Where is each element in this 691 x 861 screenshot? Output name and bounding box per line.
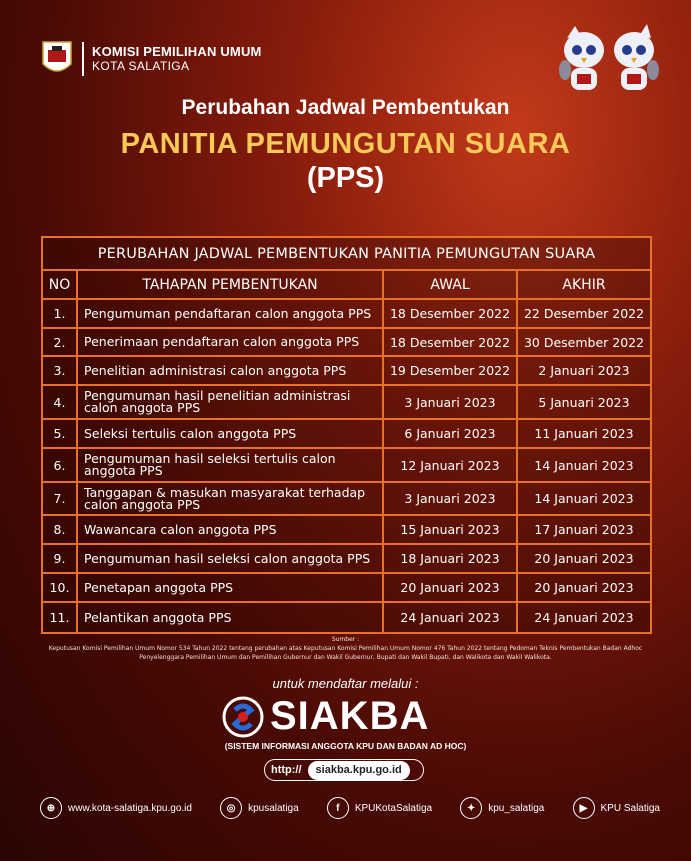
row-awal: 18 Desember 2022 xyxy=(384,329,518,355)
social-link[interactable] xyxy=(327,797,432,819)
url-value[interactable]: siakba.kpu.go.id xyxy=(308,761,410,780)
siakba-name: SIAKBA xyxy=(270,694,430,738)
org-name: KOMISI PEMILIHAN UMUM xyxy=(92,44,262,59)
row-no: 5. xyxy=(43,420,78,447)
social-label: KPUKotaSalatiga xyxy=(354,802,433,814)
social-link[interactable] xyxy=(573,797,660,819)
row-tahap: Pengumuman hasil seleksi calon anggota PPS xyxy=(78,545,384,572)
source-note xyxy=(40,635,651,662)
social-label: kpu_salatiga xyxy=(488,802,545,814)
youtube-icon: ▶ xyxy=(573,797,595,819)
row-tahap: Penelitian administrasi calon anggota PPS xyxy=(78,357,384,384)
title-top: Perubahan Jadwal Pembentukan xyxy=(181,96,510,119)
siakba-link[interactable] xyxy=(264,759,424,781)
row-awal: 24 Januari 2023 xyxy=(384,603,518,632)
header-tahap: TAHAPAN PEMBENTUKAN xyxy=(78,271,384,298)
row-awal: 3 Januari 2023 xyxy=(384,483,518,514)
row-tahap: Pengumuman hasil penelitian administrasi calon anggota PPS xyxy=(78,386,384,418)
row-no: 6. xyxy=(43,449,78,481)
row-akhir: 11 Januari 2023 xyxy=(534,426,634,441)
row-no: 8. xyxy=(43,516,78,543)
header-no: NO xyxy=(43,271,78,298)
source-label: Sumber : xyxy=(331,636,360,643)
table-row xyxy=(43,516,650,545)
row-awal: 20 Januari 2023 xyxy=(384,574,518,601)
source-text: Keputusan Komisi Pemilihan Umum Nomor 534 Tahun 2022 tentang perubahan atas Keputusan Komisi Pemilihan Umum Nomor 476 Tahun 2022 tentang Pedoman Teknis Pembentukan Badan Adhoc Penyelenggara Pemilihan Umum dan Pemilihan Gubernur dan Wakil Gubernur, Bupati dan Wakil Bupati, dan Walikota dan Wakil Walikota. xyxy=(48,645,643,661)
row-akhir: 5 Januari 2023 xyxy=(538,394,630,410)
row-awal: 12 Januari 2023 xyxy=(384,449,518,481)
header-awal: AWAL xyxy=(384,271,518,298)
header-divider xyxy=(82,42,84,76)
row-no: 4. xyxy=(43,386,78,418)
table-row xyxy=(43,603,650,632)
siakba-brand xyxy=(222,694,429,739)
row-akhir: 30 Desember 2022 xyxy=(523,334,645,350)
globe-icon: ⊕ xyxy=(40,797,62,819)
table-row xyxy=(43,329,650,357)
social-link[interactable] xyxy=(460,797,544,819)
social-label: kpusalatiga xyxy=(248,802,299,814)
siakba-desc: (SISTEM INFORMASI ANGGOTA KPU DAN BADAN AD HOC) xyxy=(224,741,467,751)
siakba-logo-icon xyxy=(222,696,264,738)
row-awal: 6 Januari 2023 xyxy=(384,420,518,447)
row-tahap: Pengumuman pendaftaran calon anggota PPS xyxy=(78,300,384,327)
facebook-icon: f xyxy=(327,797,349,819)
row-no: 1. xyxy=(43,300,78,327)
url-prefix: http:// xyxy=(271,764,302,776)
row-no: 3. xyxy=(43,357,78,384)
social-links xyxy=(40,797,660,819)
instagram-icon: ◎ xyxy=(220,797,242,819)
table-row xyxy=(43,386,650,420)
title-sub: (PPS) xyxy=(306,162,385,194)
row-akhir: 14 Januari 2023 xyxy=(534,491,634,506)
row-no: 11. xyxy=(43,603,78,632)
row-tahap: Wawancara calon anggota PPS xyxy=(78,516,384,543)
row-tahap: Penerimaan pendaftaran calon anggota PPS xyxy=(78,329,384,355)
social-label: www.kota-salatiga.kpu.go.id xyxy=(68,802,192,814)
row-akhir: 20 Januari 2023 xyxy=(534,580,634,595)
row-tahap: Pelantikan anggota PPS xyxy=(78,603,384,632)
schedule-table xyxy=(41,236,652,634)
twitter-icon: ✦ xyxy=(460,797,482,819)
row-akhir: 14 Januari 2023 xyxy=(534,457,634,473)
kpu-logo-icon xyxy=(40,40,74,78)
row-awal: 18 Januari 2023 xyxy=(384,545,518,572)
table-row xyxy=(43,483,650,516)
row-tahap: Tanggapan & masukan masyarakat terhadap calon anggota PPS xyxy=(78,483,384,514)
row-awal: 15 Januari 2023 xyxy=(384,516,518,543)
row-awal: 18 Desember 2022 xyxy=(384,300,518,327)
social-link[interactable] xyxy=(220,797,299,819)
row-akhir: 2 Januari 2023 xyxy=(538,363,630,378)
table-row xyxy=(43,545,650,574)
mascot-icon xyxy=(605,22,663,98)
row-awal: 3 Januari 2023 xyxy=(384,386,518,418)
row-tahap: Seleksi tertulis calon anggota PPS xyxy=(78,420,384,447)
social-link[interactable] xyxy=(40,797,192,819)
table-row xyxy=(43,420,650,449)
table-row xyxy=(43,449,650,483)
social-label: KPU Salatiga xyxy=(600,802,660,814)
org-header xyxy=(40,40,262,78)
table-title: PERUBAHAN JADWAL PEMBENTUKAN PANITIA PEMUNGUTAN SUARA xyxy=(43,238,650,271)
row-akhir: 24 Januari 2023 xyxy=(534,610,634,625)
table-row xyxy=(43,574,650,603)
table-header-row xyxy=(43,271,650,300)
row-no: 7. xyxy=(43,483,78,514)
row-no: 10. xyxy=(43,574,78,601)
header-akhir: AKHIR xyxy=(562,276,606,293)
row-tahap: Penetapan anggota PPS xyxy=(78,574,384,601)
row-akhir: 22 Desember 2022 xyxy=(523,306,645,321)
row-akhir: 20 Januari 2023 xyxy=(534,551,634,566)
org-city: KOTA SALATIGA xyxy=(92,59,190,73)
row-tahap: Pengumuman hasil seleksi tertulis calon anggota PPS xyxy=(78,449,384,481)
row-akhir: 17 Januari 2023 xyxy=(534,522,634,537)
row-no: 9. xyxy=(43,545,78,572)
title-main: PANITIA PEMUNGUTAN SUARA xyxy=(120,128,571,160)
register-prompt: untuk mendaftar melalui : xyxy=(272,676,419,691)
table-row xyxy=(43,300,650,329)
table-row xyxy=(43,357,650,386)
row-no: 2. xyxy=(43,329,78,355)
row-awal: 19 Desember 2022 xyxy=(384,357,518,384)
